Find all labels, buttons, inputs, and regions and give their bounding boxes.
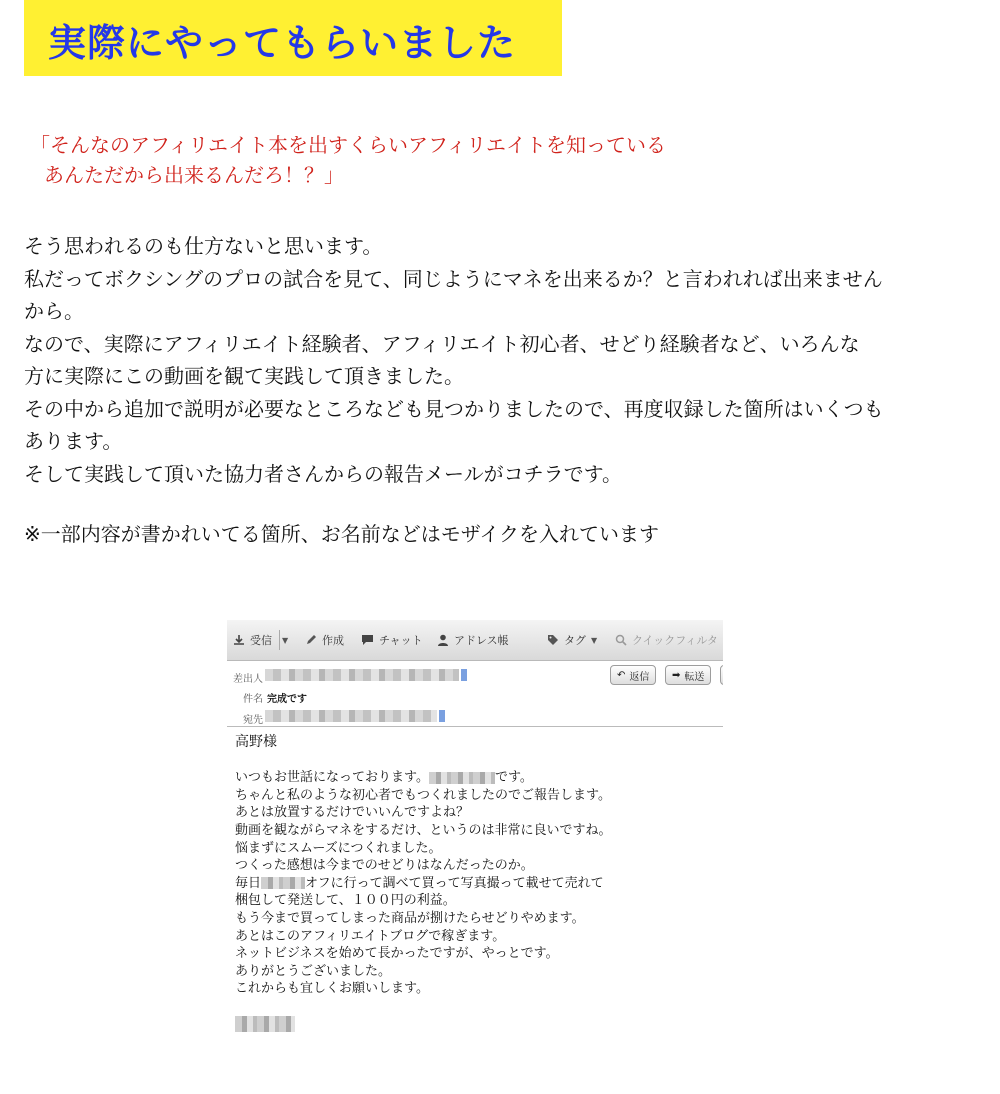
mail-line-part: オフに行って調べて買って写真撮って載せて売れて xyxy=(305,875,604,891)
from-label: 差出人 xyxy=(233,674,263,685)
mail-toolbar xyxy=(227,620,723,661)
mail-line: 悩まずにスムーズにつくれました。 xyxy=(235,840,442,856)
tag-icon xyxy=(547,634,559,646)
signature-line xyxy=(235,1016,611,1034)
paragraph-line: 私だってボクシングのプロの試合を見て、同じようにマネを出来るか？と言われれば出来ません xyxy=(24,266,883,291)
mail-line xyxy=(235,769,611,787)
address-book-button[interactable] xyxy=(437,632,509,648)
greeting: 高野様 xyxy=(235,734,277,750)
paragraph-line: から。 xyxy=(24,299,84,323)
paragraph-line: 方に実際にこの動画を観て実践して頂きました。 xyxy=(24,364,464,388)
chat-label: チャット xyxy=(379,634,423,647)
reply-icon: ↶ xyxy=(617,669,626,681)
tag-label: タグ xyxy=(564,634,586,647)
blank-line xyxy=(235,998,611,1016)
quote-block xyxy=(30,130,666,190)
address-book-label: アドレス帳 xyxy=(454,634,509,647)
mail-line: ネットビジネスを始めて長かったですが、やっとです。 xyxy=(235,946,559,962)
mail-body xyxy=(235,734,611,1033)
more-button[interactable] xyxy=(720,665,723,685)
mail-header xyxy=(227,661,723,727)
mail-line: あとは放置するだけでいいんですよね？ xyxy=(235,805,470,821)
quote-line: 「そんなのアフィリエイト本を出すくらいアフィリエイトを知っている xyxy=(30,133,666,157)
reply-label: 返信 xyxy=(629,671,650,683)
tag-button[interactable] xyxy=(547,632,597,648)
sender-mosaic xyxy=(265,669,459,681)
quick-filter-label: クイックフィルタ xyxy=(632,634,718,647)
chevron-down-icon[interactable]: ▼ xyxy=(591,635,598,645)
subject-label: 件名 xyxy=(243,694,263,705)
forward-button[interactable] xyxy=(665,665,711,685)
paragraph-line: その中から追加で説明が必要なところなども見つかりましたので、再度収録した箇所はいくつも xyxy=(24,396,884,421)
recipient-mosaic xyxy=(265,710,437,722)
paragraph-line: あります。 xyxy=(24,429,123,453)
receive-label: 受信 xyxy=(250,634,272,647)
mail-line: ありがとうございました。 xyxy=(235,963,392,979)
mail-line: つくった感想は今までのせどりはなんだったのか。 xyxy=(235,858,534,874)
paragraph-line: そして実践して頂いた協力者さんからの報告メールがコチラです。 xyxy=(24,461,622,486)
search-icon xyxy=(615,634,627,646)
mail-line-part: いつもお世話になっております。 xyxy=(235,770,429,786)
quote-line: あんただから出来るんだろ！？」 xyxy=(44,163,344,187)
mail-line: 梱包して発送して、１００円の利益。 xyxy=(235,893,456,909)
person-icon xyxy=(437,634,449,646)
pencil-icon xyxy=(305,634,317,646)
name-mosaic xyxy=(429,772,495,784)
mail-line: ちゃんと私のような初心者でもつくれましたのでご報告します。 xyxy=(235,787,611,803)
to-label: 宛先 xyxy=(243,715,263,726)
paragraph-line: そう思われるのも仕方ないと思います。 xyxy=(24,234,383,258)
body-paragraphs xyxy=(24,230,974,490)
mail-line xyxy=(235,875,611,893)
chat-button[interactable] xyxy=(361,632,423,648)
forward-icon: ➡ xyxy=(672,669,681,681)
signature-mosaic xyxy=(235,1016,295,1032)
compose-label: 作成 xyxy=(322,634,344,647)
blank-line xyxy=(235,752,611,770)
page-title: 実際にやってもらいました xyxy=(48,21,517,65)
store-mosaic xyxy=(261,877,305,889)
mail-line: 動画を観ながらマネをするだけ、というのは非常に良いですね。 xyxy=(235,822,612,838)
mosaic-note: ※一部内容が書かれいてる箇所、お名前などはモザイクを入れています xyxy=(24,522,659,546)
subject-value: 完成です xyxy=(267,694,307,705)
mail-line-part: です。 xyxy=(494,770,533,786)
mail-line: もう今まで買ってしまった商品が捌けたらせどりやめます。 xyxy=(235,910,585,926)
quick-filter[interactable] xyxy=(615,632,718,648)
email-screenshot xyxy=(227,620,723,1050)
reply-button[interactable] xyxy=(610,665,656,685)
mail-line: これからも宜しくお願いします。 xyxy=(235,981,429,997)
toolbar-divider xyxy=(279,630,280,650)
compose-button[interactable] xyxy=(305,632,344,648)
download-icon xyxy=(233,634,245,646)
chat-icon xyxy=(361,634,374,646)
mail-line-part: 毎日 xyxy=(235,875,262,891)
paragraph-line: なので、実際にアフィリエイト経験者、アフィリエイト初心者、せどり経験者など、いろんな xyxy=(24,331,860,356)
mail-line: あとはこのアフィリエイトブログで稼ぎます。 xyxy=(235,928,506,944)
forward-label: 転送 xyxy=(684,671,705,683)
chevron-down-icon[interactable]: ▼ xyxy=(282,635,289,645)
